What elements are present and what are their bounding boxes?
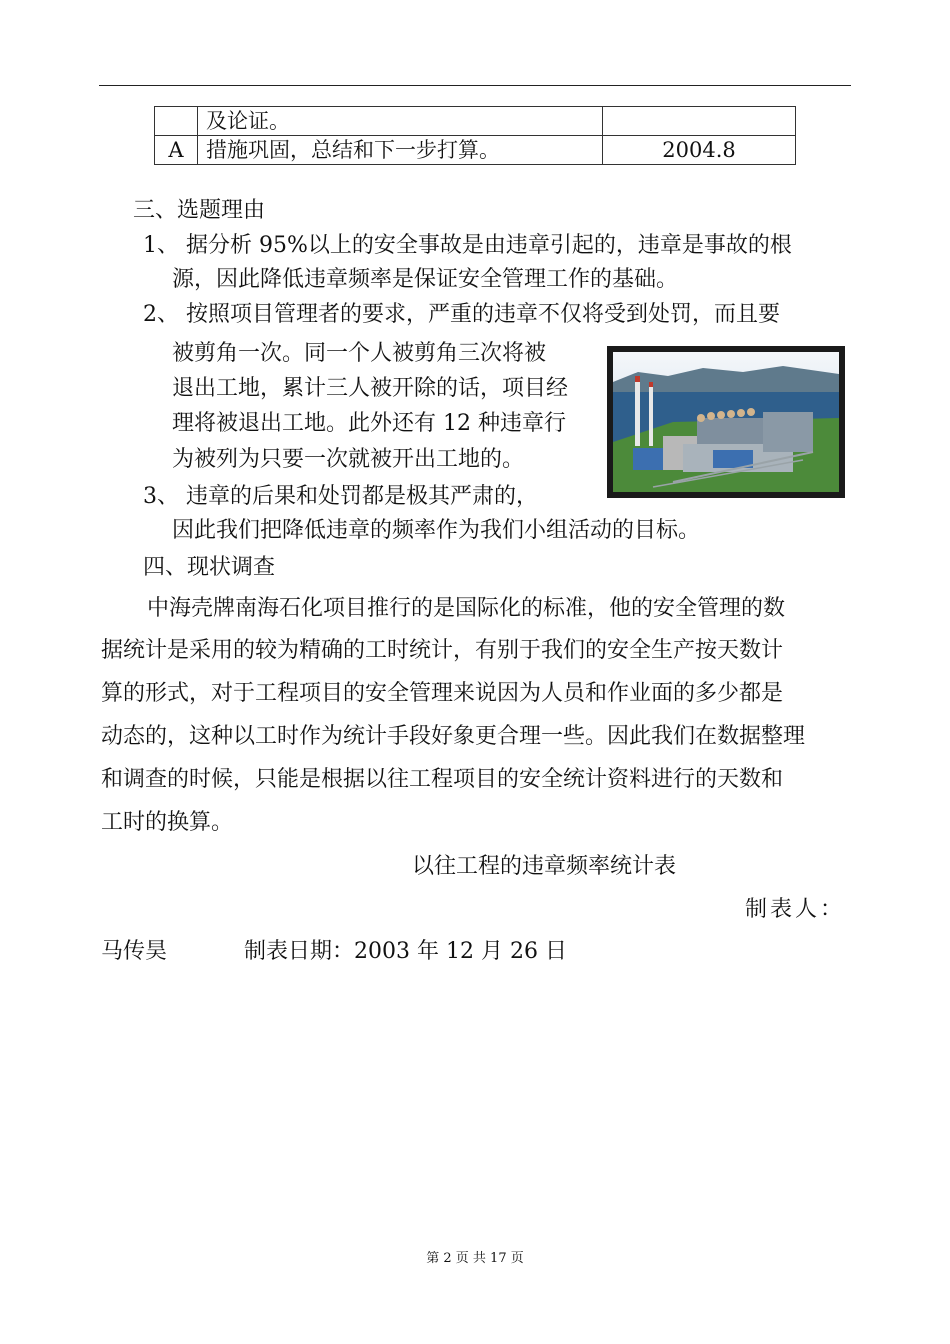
power-plant-photo (607, 346, 845, 498)
table-cell-code (155, 107, 198, 136)
table-row (155, 136, 796, 165)
section3-item2-line3: 退出工地，累计三人被开除的话，项目经 (172, 376, 569, 401)
power-plant-illustration (613, 352, 839, 492)
table-cell-date: 2004.8 (603, 136, 796, 165)
section3-item3-line1: 3、 违章的后果和处罚都是极其严肃的， (143, 484, 538, 509)
section4-para-line4: 动态的，这种以工时作为统计手段好象更合理一些。因此我们在数据整理 (101, 724, 806, 749)
table-maker-label: 制表人： (745, 897, 846, 922)
table-maker-name: 马传昊 (101, 939, 168, 964)
section4-para-line2: 据统计是采用的较为精确的工时统计，有别于我们的安全生产按天数计 (101, 638, 784, 663)
header-rule (99, 85, 851, 86)
section3-item1-line2: 源，因此降低违章频率是保证安全管理工作的基础。 (172, 267, 679, 292)
table-date: 制表日期：2003 年 12 月 26 日 (244, 939, 567, 964)
section4-para-line1: 中海壳牌南海石化项目推行的是国际化的标准，他的安全管理的数 (147, 596, 786, 621)
section4-para-line6: 工时的换算。 (101, 810, 234, 835)
section3-item1-line1: 1、 据分析 95%以上的安全事故是由违章引起的，违章是事故的根 (143, 233, 792, 258)
section3-heading: 三、选题理由 (133, 198, 266, 223)
table-cell-date (603, 107, 796, 136)
section3-item3-line2: 因此我们把降低违章的频率作为我们小组活动的目标。 (172, 518, 701, 543)
table-cell-content: 措施巩固，总结和下一步打算。 (198, 136, 603, 165)
plan-table (154, 106, 796, 165)
table-row (155, 107, 796, 136)
stats-table-title: 以往工程的违章频率统计表 (412, 854, 677, 879)
page-footer: 第 2 页 共 17 页 (426, 1251, 524, 1266)
table-cell-code: A (155, 136, 198, 165)
section4-para-line3: 算的形式，对于工程项目的安全管理来说因为人员和作业面的多少都是 (101, 681, 784, 706)
table-cell-content: 及论证。 (198, 107, 603, 136)
section3-item2-line5: 为被列为只要一次就被开出工地的。 (172, 447, 525, 472)
section3-item2-line2: 被剪角一次。同一个人被剪角三次将被 (172, 341, 547, 366)
section4-heading: 四、现状调查 (143, 555, 276, 580)
section3-item2-line4: 理将被退出工地。此外还有 12 种违章行 (172, 411, 566, 436)
section4-para-line5: 和调查的时候，只能是根据以往工程项目的安全统计资料进行的天数和 (101, 767, 784, 792)
section3-item2-line1: 2、 按照项目管理者的要求，严重的违章不仅将受到处罚，而且要 (143, 302, 780, 327)
